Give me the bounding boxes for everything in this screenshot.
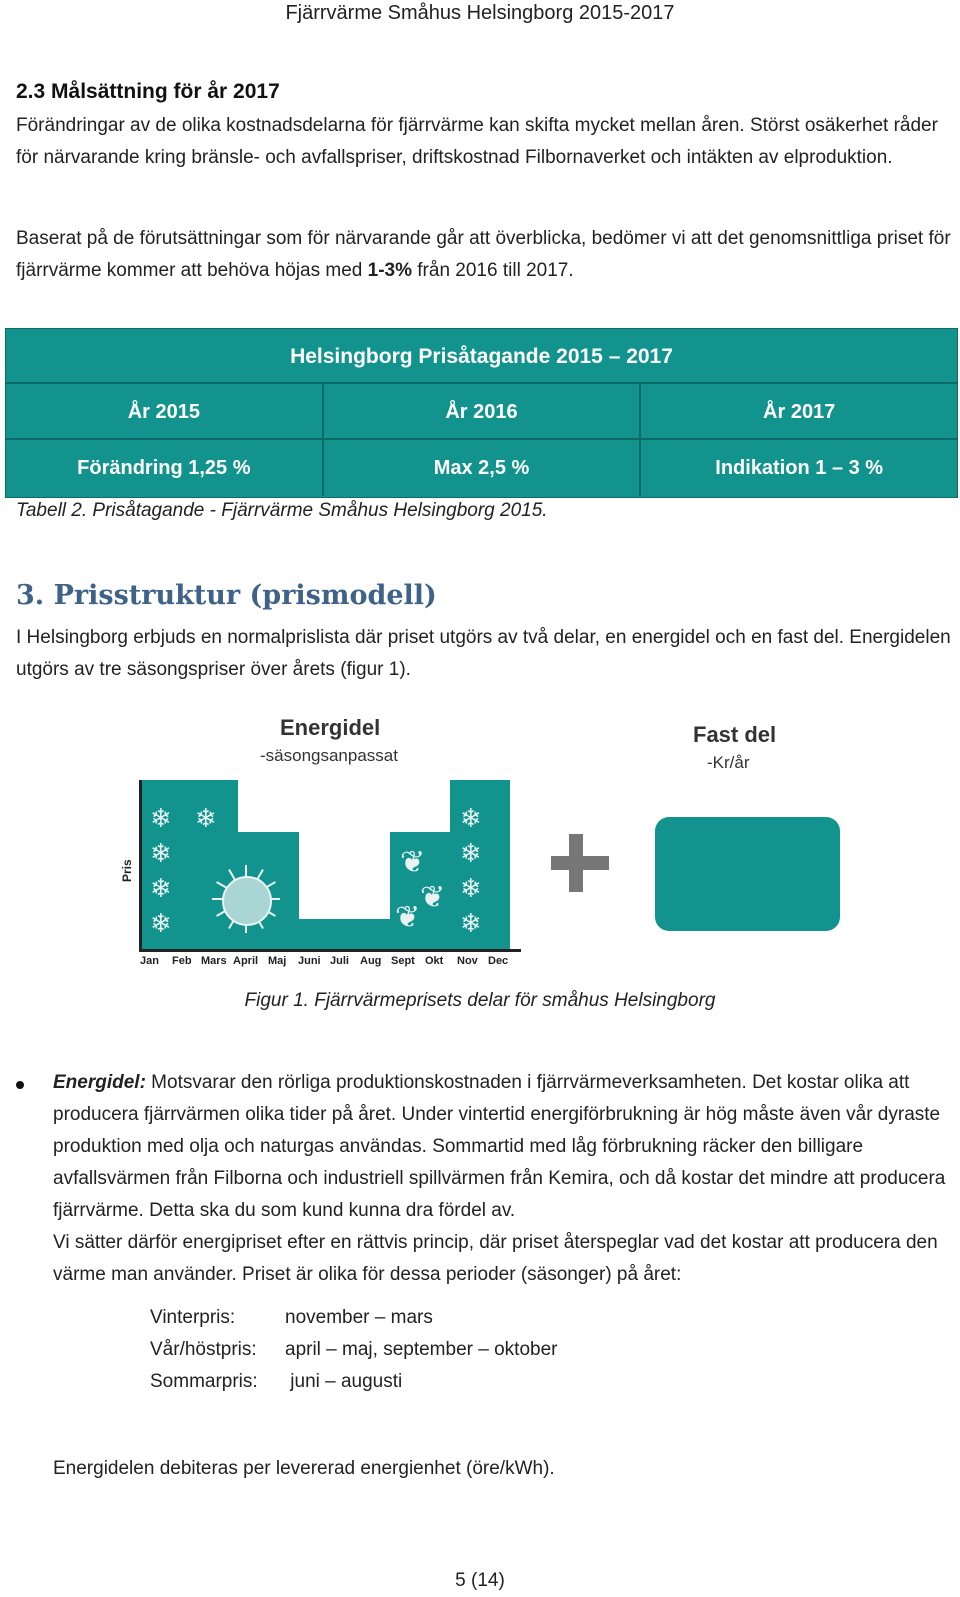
table-title: Helsingborg Prisåtagande 2015 – 2017 xyxy=(6,329,957,384)
month-label: April xyxy=(233,955,259,967)
month-label: Feb xyxy=(172,955,192,967)
fixed-part-box xyxy=(655,817,840,931)
snowflake-icon: ❄ xyxy=(150,803,172,833)
season-row-winter xyxy=(150,1307,433,1329)
billing-note: Energidelen debiteras per levererad energienhet (öre/kWh). xyxy=(53,1458,555,1479)
season-label: Sommarpris: xyxy=(150,1371,258,1392)
maple-leaf-icon: ❦ xyxy=(395,901,421,934)
energidel-text-2: Vi sätter därför energipriset efter en rättvis princip, där priset återspeglar vad det kostar att producera den värme man använder. Priset är olika för dessa perioder (säsonger) på året: xyxy=(53,1232,938,1285)
month-label: Nov xyxy=(457,955,478,967)
season-label: Vinterpris: xyxy=(150,1307,236,1328)
month-label: Juni xyxy=(298,955,321,967)
energidel-lead: Energidel: xyxy=(53,1072,146,1093)
plus-icon-horizontal xyxy=(551,856,609,870)
maple-leaf-icon: ❦ xyxy=(420,881,446,914)
month-label: Jan xyxy=(140,955,159,967)
snowflake-icon: ❄ xyxy=(460,803,482,833)
month-label: Dec xyxy=(488,955,509,967)
figure-caption: Figur 1. Fjärrvärmeprisets delar för småhus Helsingborg xyxy=(244,990,716,1011)
season-value: november – mars xyxy=(285,1307,433,1328)
snowflake-icon: ❄ xyxy=(460,873,482,903)
forecast-text-start: Baserat på de förutsättningar som för närvarande går att överblicka, bedömer vi att det genomsnittliga priset för fjärrvärme kommer att behöva höjas med xyxy=(16,228,951,281)
snowflake-icon: ❄ xyxy=(150,873,172,903)
paragraph-price-structure: I Helsingborg erbjuds en normalprislista där priset utgörs av två delar, en energidel och en fast del. Energidelen utgörs av tre säsongspriser över årets (figur 1). xyxy=(16,627,951,680)
y-axis-line xyxy=(139,780,142,952)
paragraph-price-forecast xyxy=(16,223,951,287)
price-commitment-table xyxy=(5,328,958,498)
x-axis-line xyxy=(139,949,521,952)
snowflake-icon: ❄ xyxy=(195,803,217,833)
bullet-point xyxy=(16,1081,24,1089)
snowflake-icon: ❄ xyxy=(150,838,172,868)
paragraph-cost-uncertainty: Förändringar av de olika kostnadsdelarna för fjärrvärme kan skifta mycket mellan åren. Störst osäkerhet råder för närvarande kring bränsle- och avfallspriser, driftskostnad Filbornaverket och intäkten av elproduktion. xyxy=(16,115,938,168)
table-cell: Max 2,5 % xyxy=(324,440,642,496)
energidel-text: Motsvarar den rörliga produktionskostnaden i fjärrvärmeverksamheten. Det kostar olika att producera fjärrvärmen olika tider på året. Under vintertid energiförbrukning är hög måste även vår dyraste produktion med olja och naturgas användas. Sommartid med låg förbrukning räcker den billigare avfallsvärmen från Filborna och industriell spillvärmen från Kemira, och då kostar det mindre att producera fjärrvärme. Detta ska du som kund kunna dra fördel av. xyxy=(53,1072,946,1221)
figure-energy-subtitle: -säsongsanpassat xyxy=(260,746,398,765)
month-label: Aug xyxy=(360,955,382,967)
paragraph-energidel xyxy=(53,1067,953,1291)
figure-energy-title: Energidel xyxy=(280,715,381,740)
table-row-changes xyxy=(6,440,957,496)
maple-leaf-icon: ❦ xyxy=(400,846,426,879)
y-axis-label: Pris xyxy=(120,859,134,882)
season-value: april – maj, september – oktober xyxy=(285,1339,558,1360)
section-heading-3: 3. Prisstruktur (prismodell) xyxy=(16,580,437,611)
season-value: juni – augusti xyxy=(285,1371,403,1392)
season-row-spring-autumn xyxy=(150,1339,557,1361)
summer-block xyxy=(299,919,390,949)
month-label: Okt xyxy=(425,955,444,967)
table-cell: År 2017 xyxy=(763,401,836,423)
page-number: 5 (14) xyxy=(455,1570,505,1591)
figure-fixed-title: Fast del xyxy=(693,722,777,747)
snowflake-icon: ❄ xyxy=(460,908,482,938)
season-label: Vår/höstpris: xyxy=(150,1339,257,1360)
table-cell: Indikation 1 – 3 % xyxy=(715,457,884,479)
month-label: Maj xyxy=(268,955,287,967)
month-label: Sept xyxy=(391,955,415,967)
table-row-years xyxy=(6,384,957,440)
season-row-summer xyxy=(150,1371,402,1393)
snowflake-icon: ❄ xyxy=(150,908,172,938)
table-cell: År 2016 xyxy=(324,384,642,438)
sun-icon xyxy=(222,876,272,926)
figure-fixed-subtitle: -Kr/år xyxy=(707,753,750,772)
month-label: Mars xyxy=(201,955,227,967)
snowflake-icon: ❄ xyxy=(460,838,482,868)
section-heading-2-3: 2.3 Målsättning för år 2017 xyxy=(16,80,280,103)
table-cell: År 2015 xyxy=(6,384,324,438)
month-label: Juli xyxy=(330,955,349,967)
running-header: Fjärrvärme Småhus Helsingborg 2015-2017 xyxy=(285,2,675,24)
forecast-text-end: från 2016 till 2017. xyxy=(412,260,574,281)
forecast-percentage: 1-3% xyxy=(367,260,412,281)
table-caption: Tabell 2. Prisåtagande - Fjärrvärme Småhus Helsingborg 2015. xyxy=(16,500,548,521)
table-cell: Förändring 1,25 % xyxy=(6,440,324,496)
